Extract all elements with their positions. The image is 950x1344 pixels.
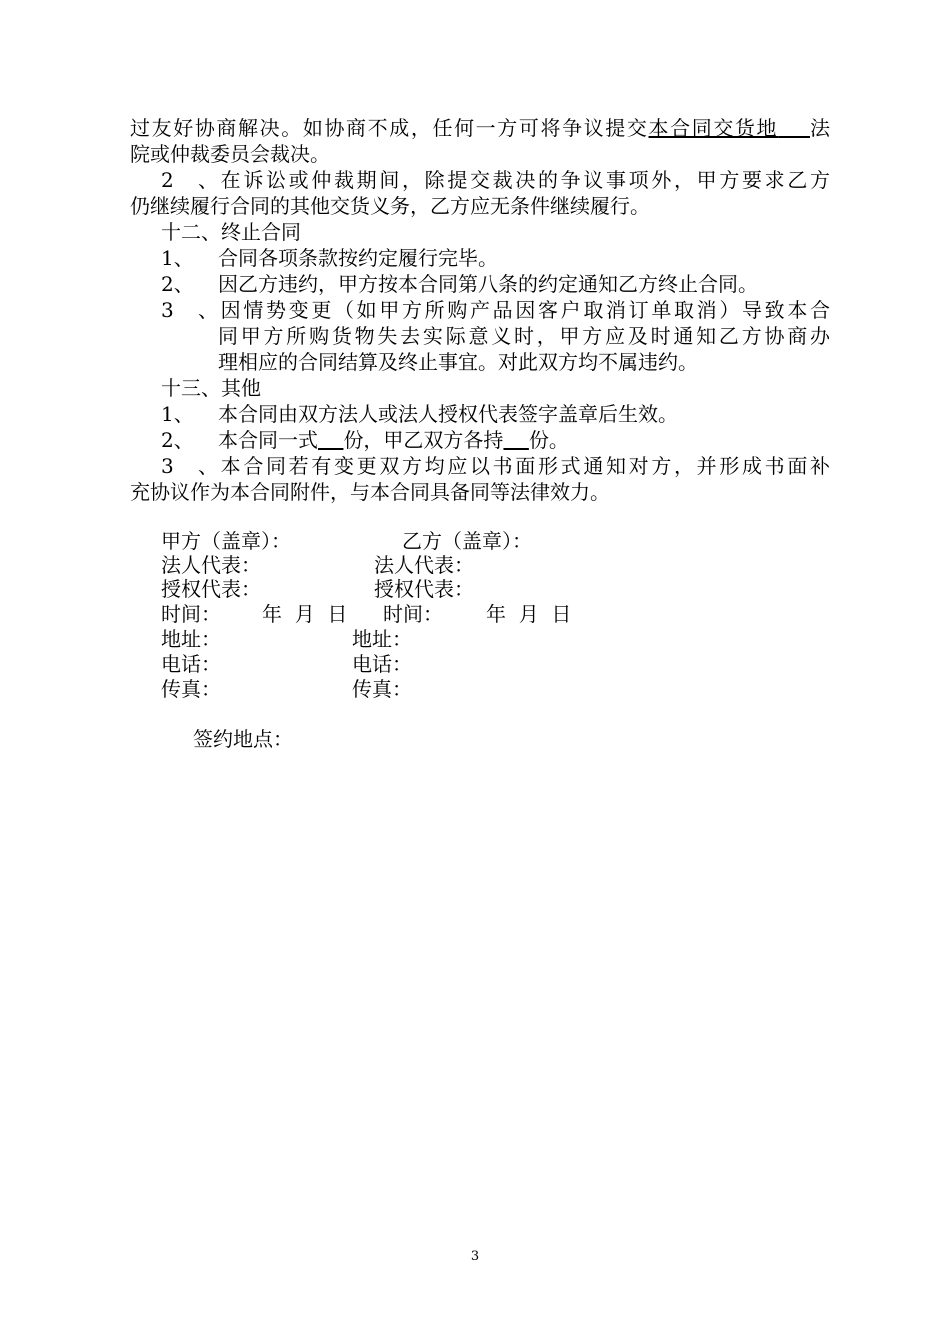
section-12-item-3-line-2: 同甲方所购货物失去实际意义时，甲方应及时通知乙方协商办 bbox=[218, 324, 830, 348]
page-number: 3 bbox=[470, 1249, 480, 1264]
party-a-date: 年 月 日 bbox=[262, 602, 348, 626]
section-12-item-3-line-3: 理相应的合同结算及终止事宜。对此双方均不属违约。 bbox=[218, 350, 698, 374]
party-a-time-label: 时间： bbox=[161, 602, 221, 626]
party-a-address-label: 地址： bbox=[161, 627, 221, 651]
clause-2-line-1: 2、在诉讼或仲裁期间，除提交裁决的争议事项外，甲方要求乙方 bbox=[161, 168, 830, 192]
section-12-item-1: 1、 合同各项条款按约定履行完毕。 bbox=[161, 246, 498, 270]
party-a-fax-label: 传真： bbox=[161, 677, 221, 701]
party-b-address-label: 地址： bbox=[352, 627, 412, 651]
section-13-item-2: 2、 本合同一式 份，甲乙双方各持 份。 bbox=[161, 428, 569, 452]
party-b-legal-rep-label: 法人代表： bbox=[374, 553, 474, 577]
party-b-time-label: 时间： bbox=[383, 602, 443, 626]
section-13-item-1: 1、 本合同由双方法人或法人授权代表签字盖章后生效。 bbox=[161, 402, 678, 426]
section-12-title: 十二、终止合同 bbox=[161, 220, 301, 244]
party-a-auth-rep-label: 授权代表： bbox=[161, 577, 261, 601]
copies-blank-1 bbox=[318, 428, 343, 452]
section-13-item-3-line-1: 3、本合同若有变更双方均应以书面形式通知对方，并形成书面补 bbox=[161, 454, 830, 478]
party-a-phone-label: 电话： bbox=[161, 652, 221, 676]
party-b-fax-label: 传真： bbox=[352, 677, 412, 701]
party-a-seal-label: 甲方（盖章）： bbox=[161, 529, 291, 553]
dispute-line-1: 过友好协商解决。如协商不成，任何一方可将争议提交本合同交货地 法 bbox=[130, 116, 831, 140]
party-a-legal-rep-label: 法人代表： bbox=[161, 553, 261, 577]
venue-underline: 本合同交货地 bbox=[648, 116, 779, 140]
section-12-item-3-line-1: 3、因情势变更（如甲方所购产品因客户取消订单取消）导致本合 bbox=[161, 298, 830, 322]
party-b-phone-label: 电话： bbox=[352, 652, 412, 676]
clause-2-line-2: 仍继续履行合同的其他交货义务，乙方应无条件继续履行。 bbox=[130, 194, 650, 218]
dispute-line-2: 院或仲裁委员会裁决。 bbox=[130, 142, 330, 166]
signing-place-label: 签约地点： bbox=[193, 727, 293, 751]
section-13-title: 十三、其他 bbox=[161, 376, 261, 400]
copies-blank-2 bbox=[503, 428, 528, 452]
section-13-item-3-line-2: 充协议作为本合同附件，与本合同具备同等法律效力。 bbox=[130, 480, 610, 504]
party-b-auth-rep-label: 授权代表： bbox=[374, 577, 474, 601]
party-b-seal-label: 乙方（盖章）： bbox=[402, 529, 532, 553]
section-12-item-2: 2、 因乙方违约，甲方按本合同第八条的约定通知乙方终止合同。 bbox=[161, 272, 758, 296]
party-b-date: 年 月 日 bbox=[486, 602, 572, 626]
